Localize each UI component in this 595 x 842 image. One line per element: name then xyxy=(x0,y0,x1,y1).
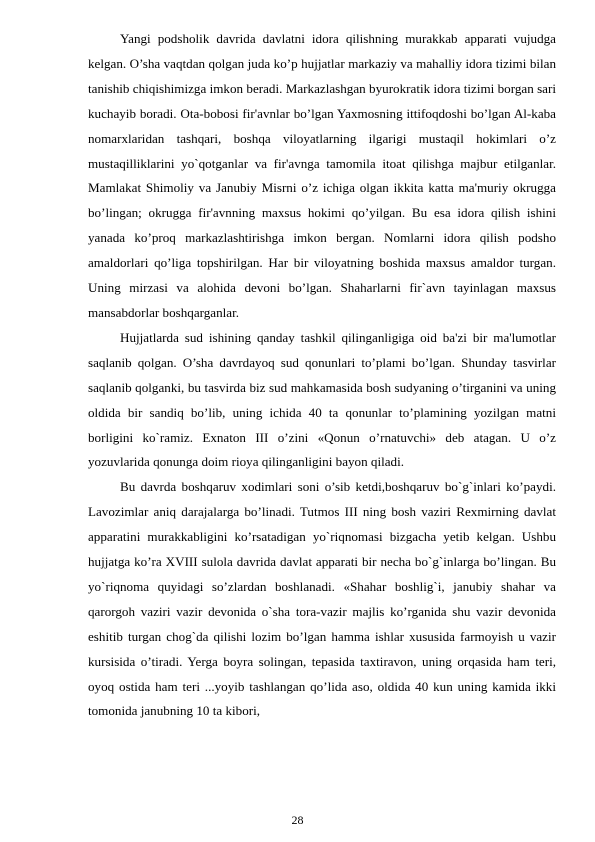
page-number: 28 xyxy=(291,813,304,827)
document-body xyxy=(88,27,556,724)
paragraph-courts: Hujjatlarda sud ishining qanday tashkil qilinganligiga oid ba'zi bir ma'lumotlar saqlanib qolgan. O’sha davrdayoq sud qonunlari to’plami bo’lgan. Shunday tasvirlar saqlanib qolganki, bu tasvirda biz sud mahkamasida bosh sudyaning o’tirganini va uning oldida bir sandiq bo’lib, uning ichida 40 ta qonunlar to’plamining yozilgan matni borligini ko`ramiz. Exnaton III o’zini «Qonun o’rnatuvchi» deb atagan. U o’z yozuvlarida qonunga doim rioya qilinganligini bayon qiladi. xyxy=(88,329,556,470)
paragraph-administration: Yangi podsholik davrida davlatni idora qilishning murakkab apparati vujudga kelgan. O’sha vaqtdan qolgan juda ko’p hujjatlar markaziy va mahalliy idora tizimi bilan tanishib chiqishimizga imkon beradi. Markazlashgan byurokratik idora tizimi borgan sari kuchayib boradi. Ota-bobosi fir'avnlar bo’lgan Yaxmosning ittifoqdoshi bo’lgan Al-kaba nomarxlaridan tashqari, boshqa viloyatlarning ilgarigi mustaqil hokimlari o’z mustaqilliklarini yo`qotganlar va fir'avnga tamomila itoat qilishga majbur etilganlar. Mamlakat Shimoliy va Janubiy Misrni o’z ichiga olgan ikkita katta ma'muriy okrugga bo’lingan; okrugga fir'avnning maxsus hokimi qo’yilgan. Bu esa idora qilish ishini yanada ko’proq markazlashtirishga imkon bergan. Nomlarni idora qilish podsho amaldorlari qo’liga topshirilgan. Har bir viloyatning boshida maxsus amaldor turgan. Uning mirzasi va alohida devoni bo’lgan. Shaharlarni fir`avn tayinlagan maxsus mansabdorlar boshqarganlar. xyxy=(88,31,556,320)
paragraph-officials: Bu davrda boshqaruv xodimlari soni o’sib ketdi,boshqaruv bo`g`inlari ko’paydi. Lavozimlar aniq darajalarga bo’linadi. Tutmos III ning bosh vaziri Rexmirning davlat apparatini murakkabligini ko’rsatadigan yo`riqnomasi bizgacha yetib kelgan. Ushbu hujjatga ko’ra XVIII sulola davrida davlat apparati bir necha bo`g`inlarga bo’lingan. Bu yo`riqnoma quyidagi so’zlardan boshlanadi. «Shahar boshlig`i, janubiy shahar va qarorgoh vaziri vazir devonida o`sha tora-vazir majlis ko’rganida shu vazir devonida eshitib turgan chog`da qilishi lozim bo’lgan hamma ishlar xususida farmoyish u vazir kursisida o’tiradi. Yerga boyra solingan, tepasida taxtiravon, uning orqasida ham teri, oyoq ostida ham teri ...yoyib tashlangan qo’lida aso, oldida 40 kun uning kamida ikki tomonida janubning 10 ta kibori, xyxy=(88,479,556,719)
